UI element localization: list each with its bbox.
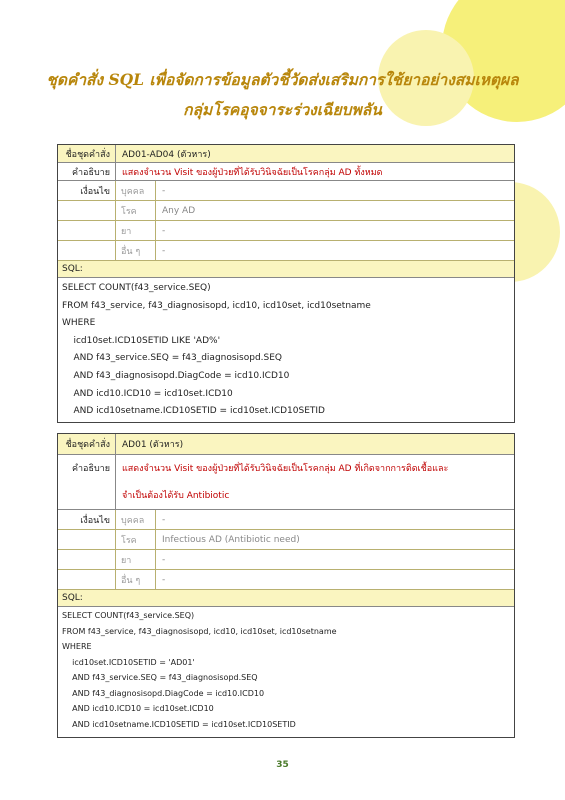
page-title-line2: กลุ่มโรคอุจจาระร่วงเฉียบพลัน [183,100,382,119]
sql-line: AND icd10setname.ICD10SETID = icd10set.ICD10SETID [62,406,325,417]
sql-line: SELECT COUNT(f43_service.SEQ) [62,283,211,293]
sql-line: icd10set.ICD10SETID LIKE 'AD%' [62,335,221,346]
set-name-label: ชื่อชุดคำสั่ง [65,149,110,160]
description-row [58,163,514,181]
sql-line: AND f43_service.SEQ = f43_diagnosisopd.SEQ [62,673,258,682]
sql-line: WHERE [62,642,92,651]
condition-key: บุคคล [115,181,155,200]
sql-block-2 [57,433,515,738]
condition-key: อื่น ๆ [115,241,155,260]
description-value: แสดงจำนวน Visit ของผู้ป่วยที่ได้รับวินิจฉัยเป็นโรคกลุ่ม AD ที่เกิดจากการติดเชื้อและ [122,464,449,474]
condition-row [58,221,514,241]
sql-code [58,278,514,421]
set-name-row [58,434,514,455]
set-name-label: ชื่อชุดคำสั่ง [65,440,110,450]
sql-header: SQL: [58,261,514,278]
condition-row [58,181,514,201]
sql-code [58,607,514,732]
description-label: คำอธิบาย [71,167,110,178]
sql-line: AND icd10.ICD10 = icd10set.ICD10 [62,704,214,713]
set-name-row [58,145,514,163]
sql-line: icd10set.ICD10SETID = 'AD01' [62,657,195,667]
condition-value: - [155,550,514,569]
page-number: 35 [276,760,289,770]
condition-row [58,510,514,530]
condition-key: ยา [115,550,155,569]
condition-row [58,570,514,590]
set-name-value: AD01-AD04 (ตัวหาร) [115,145,514,162]
sql-line: AND f43_service.SEQ = f43_diagnosisopd.SEQ [62,353,283,364]
condition-value: Infectious AD (Antibiotic need) [155,530,514,549]
sql-line: AND f43_diagnosisopd.DiagCode = icd10.ICD10 [62,688,265,698]
sql-block-1 [57,144,515,423]
condition-key: ยา [115,221,155,240]
sql-line: FROM f43_service, f43_diagnosisopd, icd10, icd10set, icd10setname [62,626,337,636]
condition-key: อื่น ๆ [115,570,155,589]
sql-header: SQL: [58,590,514,607]
condition-row [58,241,514,261]
description-row [58,455,514,510]
condition-row [58,201,514,221]
condition-value: - [155,221,514,240]
condition-label: เงื่อนไข [80,186,110,197]
sql-line: FROM f43_service, f43_diagnosisopd, icd10, icd10set, icd10setname [62,300,371,311]
condition-key: บุคคล [115,510,155,529]
page-title-line1: ชุดคำสั่ง SQL เพื่อจัดการข้อมูลตัวชี้วัดส่งเสริมการใช้ยาอย่างสมเหตุผล [46,70,519,89]
sql-line: SELECT COUNT(f43_service.SEQ) [62,611,195,620]
sql-line: AND icd10.ICD10 = icd10set.ICD10 [62,388,233,399]
condition-value: - [155,241,514,260]
description-label: คำอธิบาย [71,464,110,474]
sql-line: WHERE [62,318,96,329]
description-value-line2: จำเป็นต้องได้รับ Antibiotic [122,491,230,501]
set-name-value: AD01 (ตัวหาร) [115,434,514,454]
condition-value: - [155,181,514,200]
condition-row [58,550,514,570]
condition-key: โรค [115,201,155,220]
description-value: แสดงจำนวน Visit ของผู้ป่วยที่ได้รับวินิจฉัยเป็นโรคกลุ่ม AD ทั้งหมด [115,163,514,180]
sql-line: AND icd10setname.ICD10SETID = icd10set.ICD10SETID [62,719,296,729]
condition-value: Any AD [155,201,514,220]
condition-row [58,530,514,550]
condition-value: - [155,570,514,589]
sql-line: AND f43_diagnosisopd.DiagCode = icd10.ICD10 [62,370,290,381]
condition-key: โรค [115,530,155,549]
condition-label: เงื่อนไข [80,515,110,526]
condition-value: - [155,510,514,529]
